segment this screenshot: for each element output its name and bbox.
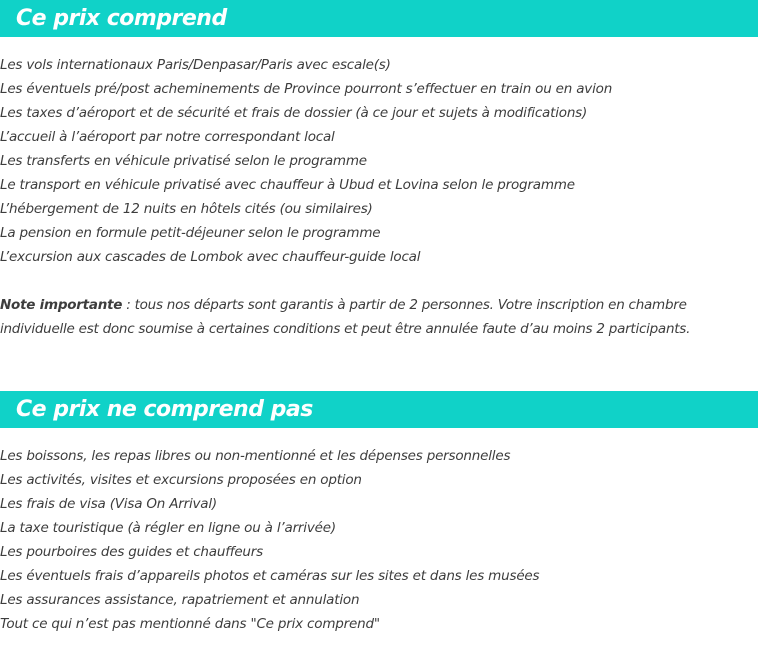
excludes-list <box>0 444 539 636</box>
list-item: Les assurances assistance, rapatriement et annulation <box>0 592 360 608</box>
list-item: La pension en formule petit-déjeuner selon le programme <box>0 225 381 241</box>
list-item: Les frais de visa (Visa On Arrival) <box>0 496 217 512</box>
list-item: L’excursion aux cascades de Lombok avec chauffeur-guide local <box>0 249 421 265</box>
list-item: Les taxes d’aéroport et de sécurité et frais de dossier (à ce jour et sujets à modifications) <box>0 105 588 121</box>
list-item: Les pourboires des guides et chauffeurs <box>0 544 263 560</box>
list-item: Les éventuels pré/post acheminements de Province pourront s’effectuer en train ou en avion <box>0 81 613 97</box>
list-item: Les éventuels frais d’appareils photos et caméras sur les sites et dans les musées <box>0 568 540 584</box>
list-item: Tout ce qui n’est pas mentionné dans "Ce prix comprend" <box>0 616 380 632</box>
list-item: L’hébergement de 12 nuits en hôtels cités (ou similaires) <box>0 201 373 217</box>
note-text: : tous nos départs sont garantis à partir de 2 personnes. Votre inscription en chambre individuelle est donc soumise à certaines conditions et peut être annulée faute d’au moins 2 participants. <box>0 297 691 337</box>
list-item: Les activités, visites et excursions proposées en option <box>0 472 362 488</box>
note-label: Note importante <box>0 297 123 313</box>
list-item: La taxe touristique (à régler en ligne ou à l’arrivée) <box>0 520 336 536</box>
list-item: Les boissons, les repas libres ou non-mentionné et les dépenses personnelles <box>0 448 511 464</box>
important-note <box>0 293 756 341</box>
list-item: Les transferts en véhicule privatisé selon le programme <box>0 153 367 169</box>
includes-title: Ce prix comprend <box>16 6 227 31</box>
includes-header <box>0 0 758 37</box>
list-item: Les vols internationaux Paris/Denpasar/Paris avec escale(s) <box>0 57 391 73</box>
list-item: L’accueil à l’aéroport par notre correspondant local <box>0 129 335 145</box>
includes-list <box>0 53 612 269</box>
excludes-title: Ce prix ne comprend pas <box>16 397 313 422</box>
excludes-header <box>0 391 758 428</box>
list-item: Le transport en véhicule privatisé avec chauffeur à Ubud et Lovina selon le programme <box>0 177 575 193</box>
